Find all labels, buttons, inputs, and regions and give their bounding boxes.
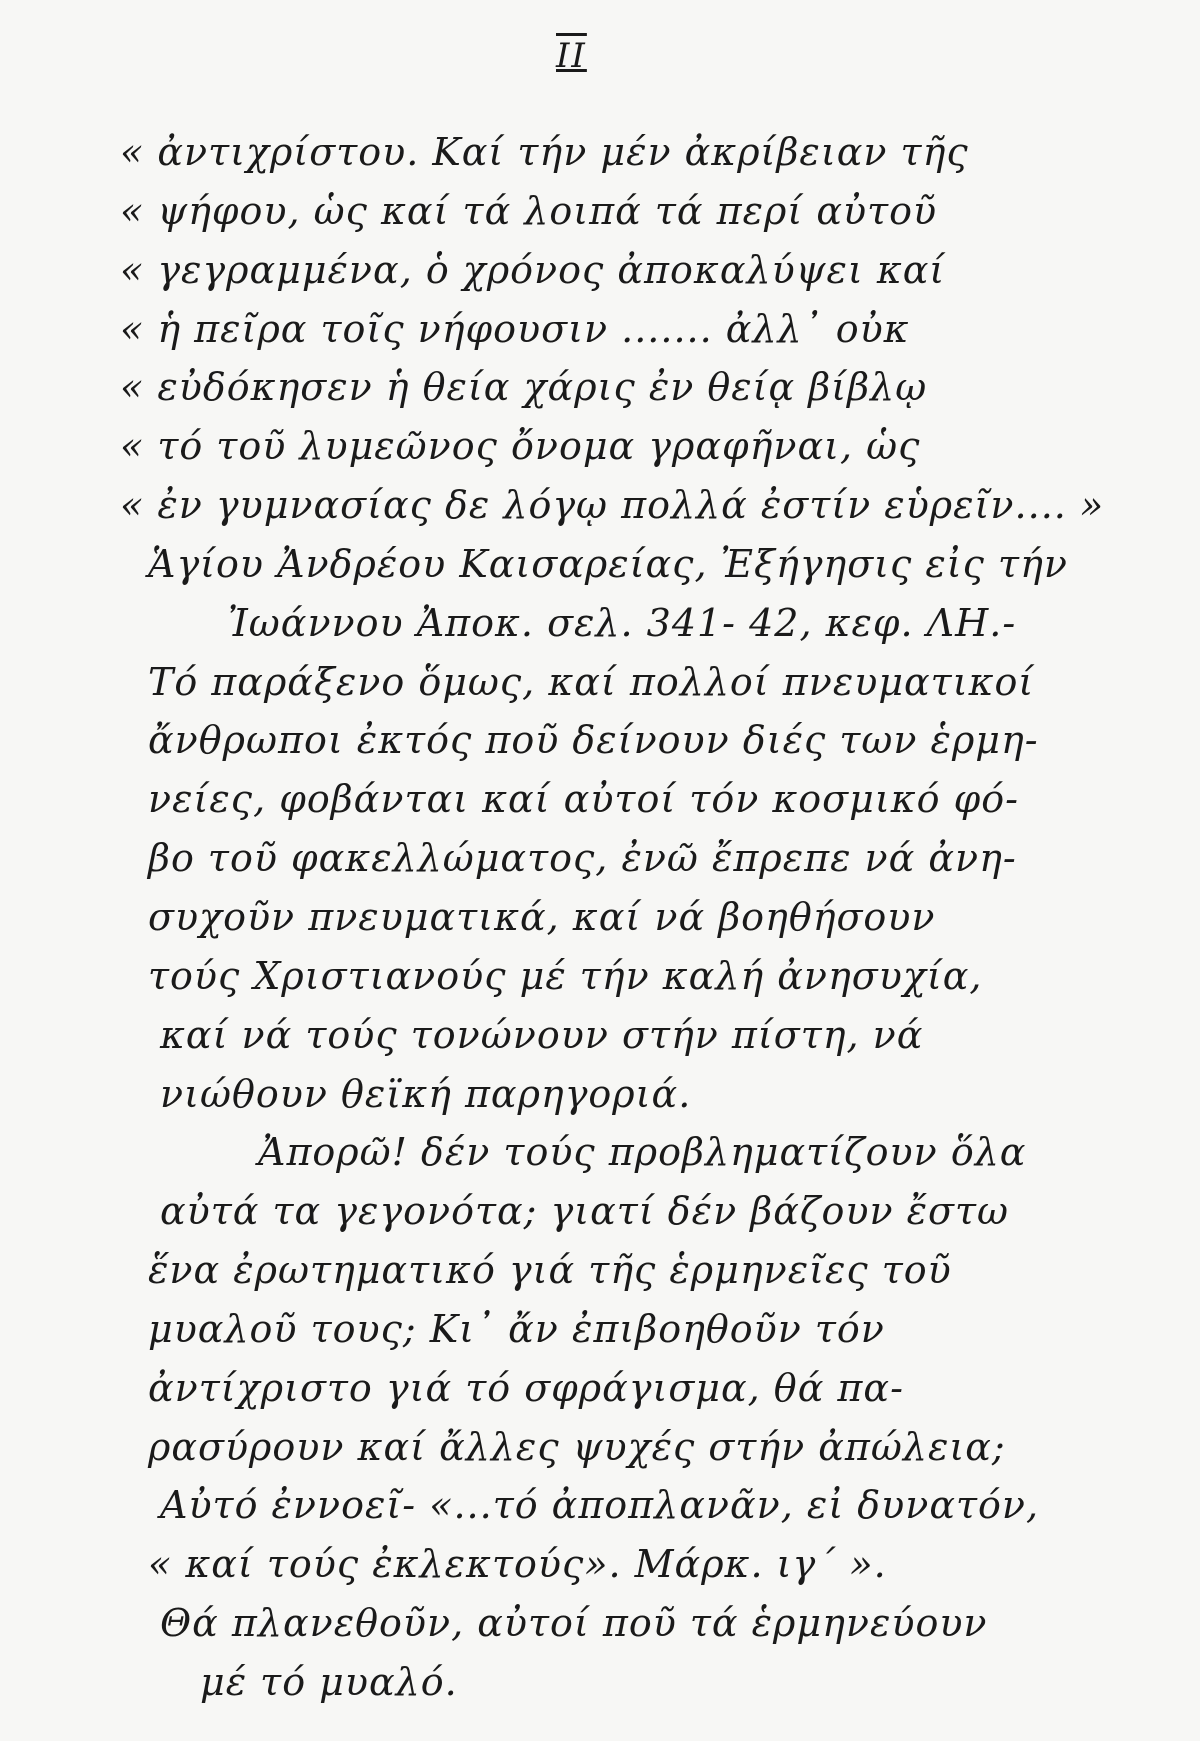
text-line: ἀντίχριστο γιά τό σφράγισμα, θά πα- xyxy=(148,1366,904,1410)
citation-line: Ἰωάννου Ἀποκ. σελ. 341- 42, κεφ. ΛΗ.- xyxy=(228,601,1017,645)
text-line: νιώθουν θεϊκή παρηγοριά. xyxy=(160,1072,692,1116)
text-line: « τό τοῦ λυμεῶνος ὄνομα γραφῆναι, ὡς xyxy=(120,424,921,468)
text-line: Τό παράξενο ὅμως, καί πολλοί πνευματικοί xyxy=(148,660,1035,704)
text-line: « καί τούς ἐκλεκτούς». Μάρκ. ιγ΄ ». xyxy=(148,1542,887,1586)
text-line: τούς Χριστιανούς μέ τήν καλή ἀνησυχία, xyxy=(148,954,983,998)
text-line: « ψήφου, ὡς καί τά λοιπά τά περί αὐτοῦ xyxy=(120,189,938,233)
text-line: συχοῦν πνευματικά, καί νά βοηθήσουν xyxy=(148,895,936,939)
text-line: μέ τό μυαλό. xyxy=(200,1660,458,1704)
text-line: βο τοῦ φακελλώματος, ἐνῶ ἔπρεπε νά ἀνη- xyxy=(148,836,1017,880)
text-line: « ἀντιχρίστου. Καί τήν μέν ἀκρίβειαν τῆς xyxy=(120,130,969,174)
page-number: II xyxy=(556,36,587,76)
text-line: « ἐν γυμνασίας δε λόγῳ πολλά ἐστίν εὑρεῖν.... » xyxy=(120,483,1105,527)
text-line: « γεγραμμένα, ὁ χρόνος ἀποκαλύψει καί xyxy=(120,248,946,292)
text-line: Αὐτό ἐννοεῖ- «...τό ἀποπλανᾶν, εἰ δυνατόν, xyxy=(160,1483,1040,1527)
text-line: « ἡ πεῖρα τοῖς νήφουσιν ....... ἀλλ᾽ οὐκ xyxy=(120,307,910,351)
text-line: « εὐδόκησεν ἡ θεία χάρις ἐν θείᾳ βίβλῳ xyxy=(120,365,928,409)
text-line: αὐτά τα γεγονότα; γιατί δέν βάζουν ἔστω xyxy=(160,1189,1009,1233)
text-line: Ἀπορῶ! δέν τούς προβληματίζουν ὅλα xyxy=(258,1130,1027,1174)
citation-line: Ἁγίου Ἀνδρέου Καισαρείας, Ἐξήγησις εἰς τήν xyxy=(148,542,1068,586)
text-line: ρασύρουν καί ἄλλες ψυχές στήν ἀπώλεια; xyxy=(148,1425,1006,1469)
text-line: καί νά τούς τονώνουν στήν πίστη, νά xyxy=(160,1013,924,1057)
text-line: νείες, φοβάνται καί αὐτοί τόν κοσμικό φό- xyxy=(148,777,1019,821)
text-line: μυαλοῦ τους; Κι᾽ ἄν ἐπιβοηθοῦν τόν xyxy=(148,1307,885,1351)
text-line: ἄνθρωποι ἐκτός ποῦ δείνουν διές των ἑρμη- xyxy=(148,718,1039,762)
text-line: Θά πλανεθοῦν, αὐτοί ποῦ τά ἑρμηνεύουν xyxy=(160,1601,988,1645)
text-line: ἕνα ἐρωτηματικό γιά τῆς ἑρμηνεῖες τοῦ xyxy=(148,1248,952,1292)
